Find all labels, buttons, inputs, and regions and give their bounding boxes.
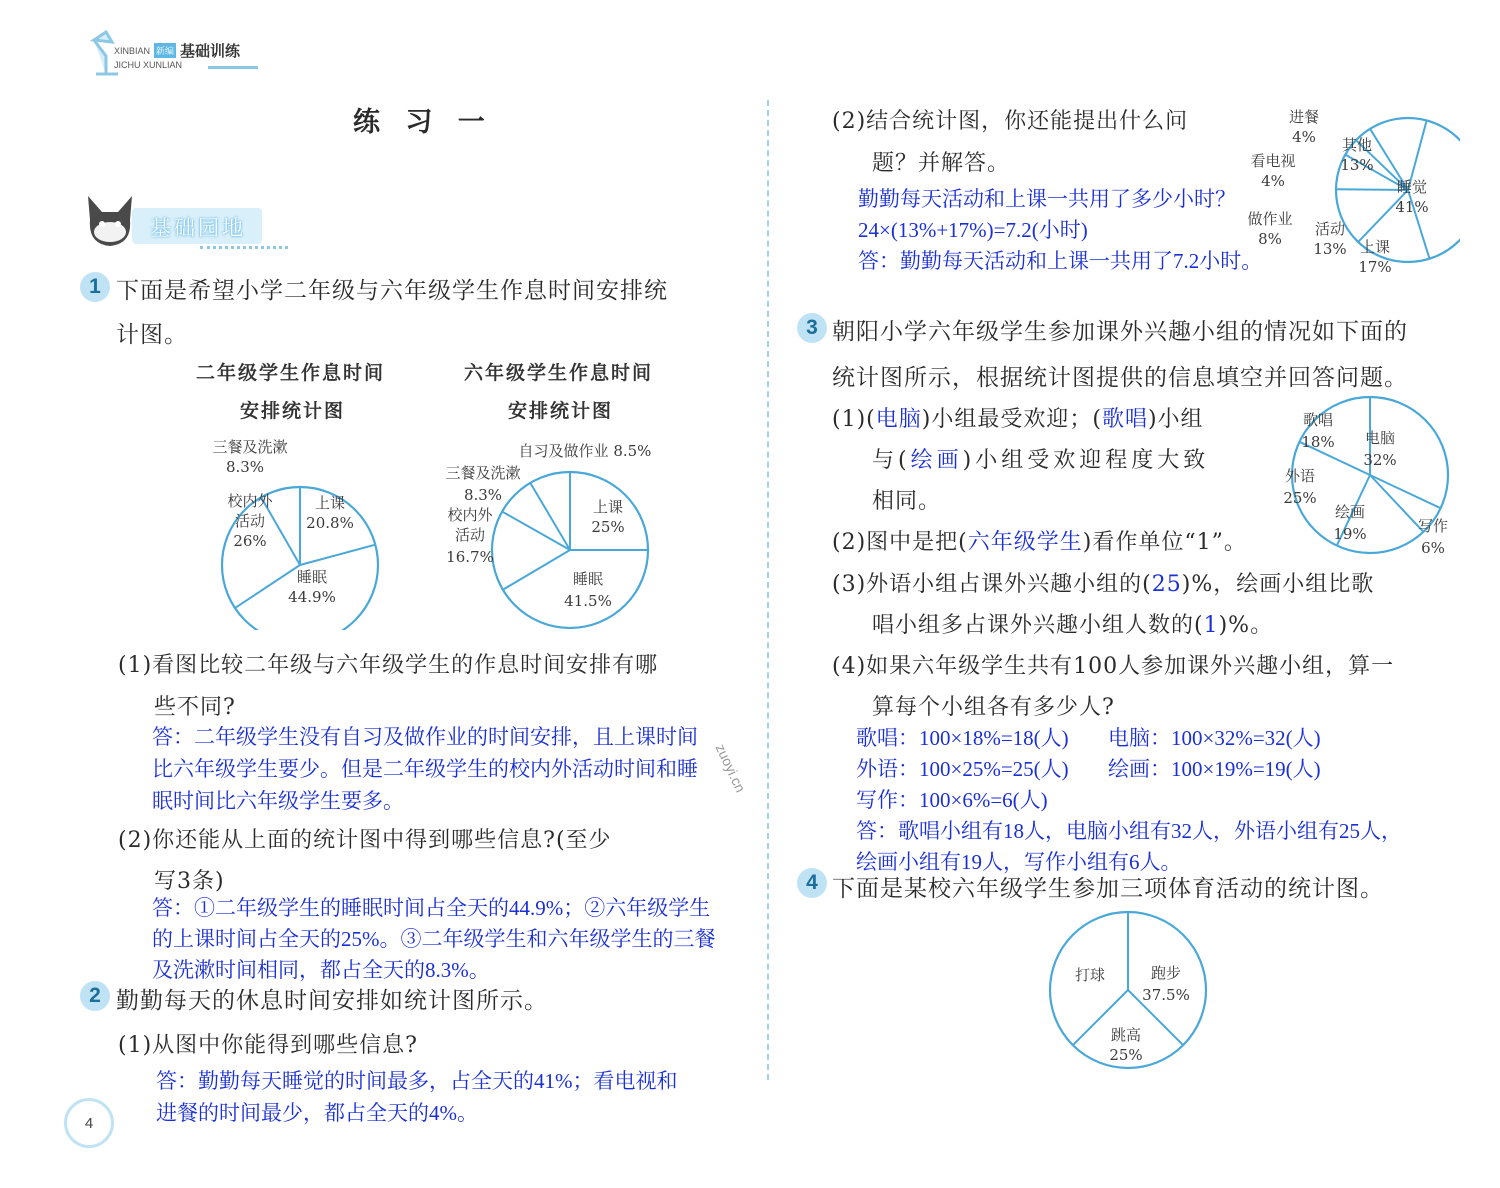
q3-text-line2: 统计图所示，根据统计图提供的信息填空并回答问题。: [832, 365, 1408, 391]
pie-slice-name: 其他: [1341, 136, 1373, 154]
watermark: zuoyi.cn: [712, 741, 749, 795]
rabbit-mascot-icon: [80, 190, 140, 250]
pie-slice-name: 写作: [1417, 517, 1449, 535]
q3-answer-painting: 绘画：100×19%=19(人): [1108, 757, 1321, 781]
q1-sub1-line1: (1)看图比较二年级与六年级学生的作息时间安排有哪: [118, 653, 659, 678]
pie-slice-name: 做作业: [1247, 210, 1293, 228]
q3-blank-computer: 电脑: [875, 407, 922, 432]
q3-sub2-end: )看作单位“1”。: [1082, 530, 1247, 555]
question-4-number: 4: [797, 868, 827, 898]
pie-slice-value: 37.5%: [1142, 986, 1190, 1004]
pie-slice-name: 歌唱: [1302, 411, 1334, 429]
pie-slice-value: 26%: [233, 532, 267, 550]
q3-blank-singing: 歌唱: [1101, 407, 1148, 432]
pie-slice-value: 18%: [1301, 433, 1335, 451]
q1-answer1-line2: 比六年级学生要少。但是二年级学生的校内外活动时间和睡: [152, 757, 698, 781]
pie-slice-name: 校内外: [227, 492, 273, 510]
q1-answer2-line1: 答：①二年级学生的睡眠时间占全天的44.9%；②六年级学生: [152, 896, 711, 920]
q3-sub1-l2-end: )小组受欢迎程度大致: [962, 448, 1210, 473]
q2-sub2-line2: 题？并解答。: [872, 151, 1011, 176]
pie-slice-name: 电脑: [1364, 429, 1396, 447]
q3-answer-singing: 歌唱：100×18%=18(人): [856, 726, 1069, 750]
q1-sub2-line1: (2)你还能从上面的统计图中得到哪些信息?(至少: [118, 828, 612, 853]
question-3-number: 3: [797, 313, 827, 343]
grade2-schedule-pie-chart: [195, 430, 395, 630]
grade6-schedule-pie-chart: [430, 430, 670, 630]
header-pinyin1: XINBIAN: [114, 46, 151, 56]
q1-text-line2: 计图。: [116, 322, 188, 348]
question-2-number: 2: [80, 981, 110, 1011]
chart1-title-line1: 二年级学生作息时间: [196, 362, 386, 384]
pie-slice-name: 自习及做作业 8.5%: [518, 442, 652, 460]
q2-answer1-line2: 进餐的时间最少，都占全天的4%。: [156, 1101, 478, 1125]
pie-slice-name: 跑步: [1150, 964, 1182, 982]
q3-sub1-mid: )小组最受欢迎；(: [921, 407, 1102, 432]
q3-answer-summary1: 答：歌唱小组有18人，电脑小组有32人，外语小组有25人，: [856, 819, 1402, 843]
q3-sub1-line2: [872, 443, 1209, 474]
q3-sub1-end: )小组: [1147, 407, 1204, 432]
section-dotted-line: [200, 246, 288, 249]
q3-sub2-pre: (2)图中是把(: [832, 530, 968, 555]
pie-slice-name: 进餐: [1288, 108, 1320, 126]
header-badge: 新编: [154, 43, 176, 58]
q1-text-line1: 下面是希望小学二年级与六年级学生作息时间安排统: [116, 278, 668, 304]
pie-slice-name: 上课: [1359, 238, 1391, 256]
pie-slice-name: 活动: [1314, 220, 1346, 238]
pie-slice-name: 活动: [234, 512, 266, 530]
q1-answer1-line3: 眠时间比六年级学生要多。: [152, 789, 404, 813]
page-divider: [767, 100, 769, 1080]
q2-sub1: (1)从图中你能得到哪些信息?: [118, 1033, 418, 1058]
pie-slice-value: 13%: [1313, 240, 1347, 258]
pie-slice-name: 睡觉: [1396, 178, 1428, 196]
q3-answer-foreign: 外语：100×25%=25(人): [856, 757, 1069, 781]
q3-sub3-line2: [872, 608, 1273, 639]
q3-sub4-line2: 算每个小组各有多少人?: [872, 695, 1115, 720]
pie-slice-name: 三餐及洗漱: [445, 464, 521, 482]
chart2-title-line1: 六年级学生作息时间: [464, 362, 654, 384]
q3-sub2: [832, 525, 1247, 556]
q3-sub3-pre: (3)外语小组占课外兴趣小组的(: [832, 572, 1152, 597]
q3-sub3-l2-end: )%。: [1218, 613, 1274, 638]
header-pinyin2: JICHU XUNLIAN: [114, 60, 183, 70]
pie-slice-value: 25%: [1283, 489, 1317, 507]
page-title: 练 习 一: [353, 107, 493, 138]
q3-text-line1: 朝阳小学六年级学生参加课外兴趣小组的情况如下面的: [832, 319, 1408, 345]
pie-slice-name: 活动: [454, 526, 486, 544]
pie-slice-name: 打球: [1074, 966, 1106, 984]
q4-text: 下面是某校六年级学生参加三项体育活动的统计图。: [832, 876, 1384, 902]
pie-slice-value: 4%: [1292, 128, 1316, 146]
pie-slice-value: 25%: [1109, 1046, 1143, 1064]
pie-slice-value: 13%: [1340, 156, 1374, 174]
q3-sub1-line1: [832, 402, 1204, 433]
pie-slice-value: 4%: [1261, 172, 1285, 190]
pie-slice-value: 6%: [1421, 539, 1445, 557]
pie-slice-name: 跳高: [1110, 1026, 1142, 1044]
q3-sub4-line1: (4)如果六年级学生共有100人参加课外兴趣小组，算一: [832, 654, 1395, 679]
chart1-title-line2: 安排统计图: [240, 400, 346, 422]
q1-answer1-line1: 答：二年级学生没有自习及做作业的时间安排，且上课时间: [152, 725, 698, 749]
q3-sub1-l2-pre: 与(: [872, 448, 911, 473]
pie-slice-name: 睡眠: [296, 568, 328, 586]
q2-answer2-line2: 24×(13%+17%)=7.2(小时): [858, 218, 1088, 242]
pie-slice-value: 25%: [591, 518, 625, 536]
q3-sub1-line3: 相同。: [872, 489, 942, 514]
chart2-title-line2: 安排统计图: [508, 400, 614, 422]
pie-slice-value: 32%: [1363, 451, 1397, 469]
header-brand: 基础训练: [180, 42, 241, 60]
q3-sub3-line1: [832, 567, 1374, 598]
q3-sub3-l2-pre: 唱小组多占课外兴趣小组人数的(: [872, 613, 1204, 638]
pie-slice-value: 41.5%: [564, 592, 612, 610]
page-number: 4: [84, 1115, 94, 1132]
pie-slice-name: 外语: [1284, 467, 1316, 485]
q2-answer1-line1: 答：勤勤每天睡觉的时间最多，占全天的41%；看电视和: [156, 1069, 678, 1093]
pie-slice-value: 8%: [1258, 230, 1282, 248]
pie-slice-name: 上课: [314, 494, 346, 512]
pie-slice-name: 睡眠: [572, 570, 604, 588]
qinqin-schedule-pie-chart: [1230, 100, 1460, 285]
q3-blank-unit: 六年级学生: [967, 530, 1083, 555]
q3-answer-summary2: 绘画小组有19人，写作小组有6人。: [856, 850, 1182, 874]
header-arrow-line: [208, 66, 258, 69]
pie-slice-name: 上课: [592, 498, 624, 516]
pie-slice-value: 41%: [1395, 198, 1429, 216]
section-title: 基础园地: [150, 216, 246, 240]
q3-sub3-mid: )%，绘画小组比歌: [1181, 572, 1375, 597]
q3-sub1-pre: (1)(: [832, 407, 876, 432]
q3-answer-computer: 电脑：100×32%=32(人): [1108, 726, 1321, 750]
pie-slice-value: 19%: [1333, 525, 1367, 543]
pie-slice-value: 8.3%: [225, 458, 265, 476]
q2-text: 勤勤每天的休息时间安排如统计图所示。: [116, 988, 548, 1014]
q1-sub2-line2: 写3条): [154, 869, 225, 894]
pie-slice-name: 看电视: [1250, 152, 1296, 170]
q3-answer-writing: 写作：100×6%=6(人): [856, 788, 1048, 812]
pie-slice-name: 三餐及洗漱: [212, 438, 288, 456]
page-number-badge: [64, 1098, 114, 1148]
q2-answer2-line1: 勤勤每天活动和上课一共用了多少小时？: [858, 187, 1236, 211]
q2-sub2-line1: (2)结合统计图，你还能提出什么问: [832, 109, 1189, 134]
q3-blank-foreign: 25: [1151, 572, 1182, 597]
question-1-number: 1: [80, 272, 110, 302]
pie-slice-name: 校内外: [447, 506, 493, 524]
pie-slice-value: 20.8%: [306, 514, 354, 532]
sports-activity-pie-chart: [1040, 908, 1220, 1078]
interest-group-pie-chart: [1255, 395, 1470, 565]
pie-slice-value: 16.7%: [446, 548, 494, 566]
q1-answer2-line2: 的上课时间占全天的25%。③二年级学生和六年级学生的三餐: [152, 927, 716, 951]
q1-answer2-line3: 及洗漱时间相同，都占全天的8.3%。: [152, 958, 490, 982]
q3-blank-diff: 1: [1203, 613, 1219, 638]
section-banner: [80, 190, 290, 252]
q1-sub1-line2: 些不同?: [154, 695, 236, 720]
pie-slice-value: 17%: [1358, 258, 1392, 276]
pie-slice-name: 绘画: [1334, 503, 1366, 521]
pie-slice-value: 44.9%: [288, 588, 336, 606]
pie-slice-value: 8.3%: [463, 486, 503, 504]
q2-answer2-line3: 答：勤勤每天活动和上课一共用了7.2小时。: [858, 249, 1263, 273]
header-logo: [88, 28, 268, 78]
q3-blank-painting: 绘画: [910, 448, 963, 473]
